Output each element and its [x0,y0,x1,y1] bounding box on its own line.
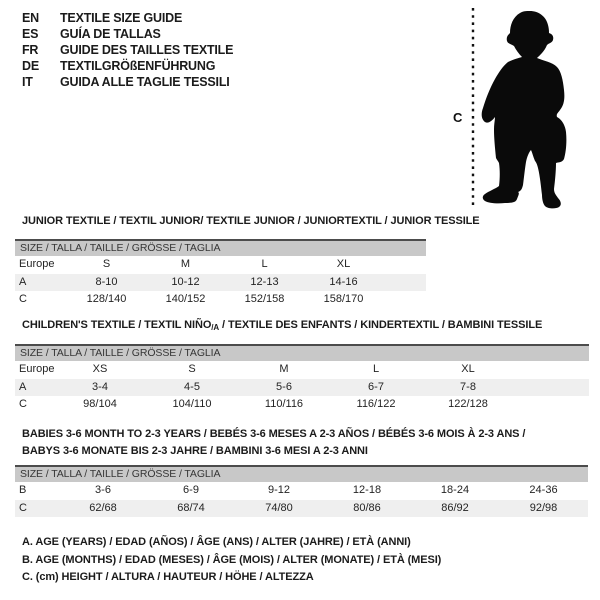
size-value: 80/86 [353,501,381,514]
language-title-list [22,10,233,90]
language-title: GUIDA ALLE TAGLIE TESSILI [60,75,230,89]
size-value: 14-16 [329,275,358,288]
babies-table-title [22,426,525,459]
language-row [22,74,233,90]
size-value: 6-7 [368,380,384,393]
size-value: 110/116 [264,398,304,410]
size-value: 9-12 [267,484,291,496]
size-value: 6-9 [183,484,199,496]
size-value: S [188,363,196,375]
table-row [15,361,589,379]
size-value: 140/152 [165,293,206,305]
height-label: C [453,110,463,125]
size-value: 12-13 [250,275,279,288]
language-row [22,42,233,58]
size-value: 10-12 [171,275,200,288]
language-code: IT [22,75,33,89]
size-value: M [279,363,289,375]
size-value: S [102,258,111,270]
size-value: M [180,258,191,270]
table-row [15,379,589,397]
children-size-table [15,344,589,414]
footnotes [22,534,441,587]
babies-table-rows [15,482,588,517]
row-label: Europe [19,258,55,270]
size-value: 3-6 [95,484,111,496]
size-value: 4-5 [184,380,200,393]
size-value: 3-4 [92,380,108,393]
row-label: A [19,380,27,393]
table-row [15,396,589,414]
size-value: L [261,258,268,270]
language-row [22,10,233,26]
row-label: C [19,501,27,514]
size-value: 12-18 [352,484,382,496]
language-row [22,58,233,74]
size-value: 128/140 [86,293,127,305]
size-value: 8-10 [95,275,118,288]
size-value: 98/104 [83,398,117,410]
junior-size-table [15,239,426,309]
size-header-bar: SIZE / TALLA / TAILLE / GRÖSSE / TAGLIA [15,239,426,256]
size-value: 68/74 [177,501,205,514]
size-value: XL [461,363,475,375]
size-value: 7-8 [460,380,476,393]
toddler-figure [445,0,600,215]
language-title: GUIDE DES TAILLES TEXTILE [60,43,234,57]
size-value: 116/122 [356,398,396,410]
language-code: ES [22,27,39,41]
table-row [15,256,426,274]
babies-title-line1: BABIES 3-6 MONTH TO 2-3 YEARS / BEBÉS 3-6 MESES A 2-3 AÑOS / BÉBÉS 3-6 MOIS À 2-3 ANS / [22,428,526,440]
footnote-c: C. (cm) HEIGHT / ALTURA / HAUTEUR / HÖHE / ALTEZZA [22,571,314,583]
size-value: 104/110 [172,398,212,410]
table-row [15,291,426,309]
size-value: L [372,363,380,375]
language-code: EN [22,11,39,25]
row-label: Europe [19,363,54,375]
babies-title-line2: BABYS 3-6 MONATE BIS 2-3 JAHRE / BAMBINI 3-6 MESI A 2-3 ANNI [22,444,368,457]
children-table-title [22,319,542,332]
table-row [15,500,588,518]
language-code: DE [22,59,39,73]
size-value: 74/80 [265,501,293,514]
table-row [15,482,588,500]
children-title-text: CHILDREN'S TEXTILE / TEXTIL NIÑO [22,319,212,331]
language-code: FR [22,43,39,57]
size-value: XL [336,258,351,270]
children-table-rows [15,361,589,414]
size-header-bar: SIZE / TALLA / TAILLE / GRÖSSE / TAGLIA [15,344,589,361]
size-value: 92/98 [529,501,558,514]
language-title: TEXTILGRÖßENFÜHRUNG [60,59,216,73]
size-value: 18-24 [440,484,470,496]
table-row [15,274,426,292]
size-value: 62/68 [89,501,117,514]
junior-table-rows [15,256,426,309]
children-title-text: / TEXTILE DES ENFANTS / KINDERTEXTIL / BAMBINI TESSILE [219,319,543,331]
size-value: XS [92,363,108,375]
children-title-subscript: /A [211,323,220,332]
size-header-bar: SIZE / TALLA / TAILLE / GRÖSSE / TAGLIA [15,465,588,482]
row-label: B [19,484,27,496]
language-title: GUÍA DE TALLAS [60,27,161,41]
size-value: 24-36 [529,484,558,496]
footnote-a: A. AGE (YEARS) / EDAD (AÑOS) / ÂGE (ANS) / ALTER (JAHRE) / ETÀ (ANNI) [22,536,411,548]
toddler-silhouette-icon [482,11,567,208]
row-label: A [19,275,27,288]
size-value: 158/170 [323,293,364,305]
language-row [22,26,233,42]
babies-size-table [15,465,588,517]
size-value: 152/158 [244,293,285,305]
size-value: 122/128 [448,398,488,410]
row-label: C [19,398,27,410]
size-value: 86/92 [441,501,469,514]
language-title: TEXTILE SIZE GUIDE [60,11,183,25]
junior-table-title: JUNIOR TEXTILE / TEXTIL JUNIOR/ TEXTILE JUNIOR / JUNIORTEXTIL / JUNIOR TESSILE [22,215,480,227]
footnote-b: B. AGE (MONTHS) / EDAD (MESES) / ÂGE (MOIS) / ALTER (MONATE) / ETÀ (MESI) [22,553,442,566]
size-value: 5-6 [276,380,292,393]
row-label: C [19,293,27,305]
